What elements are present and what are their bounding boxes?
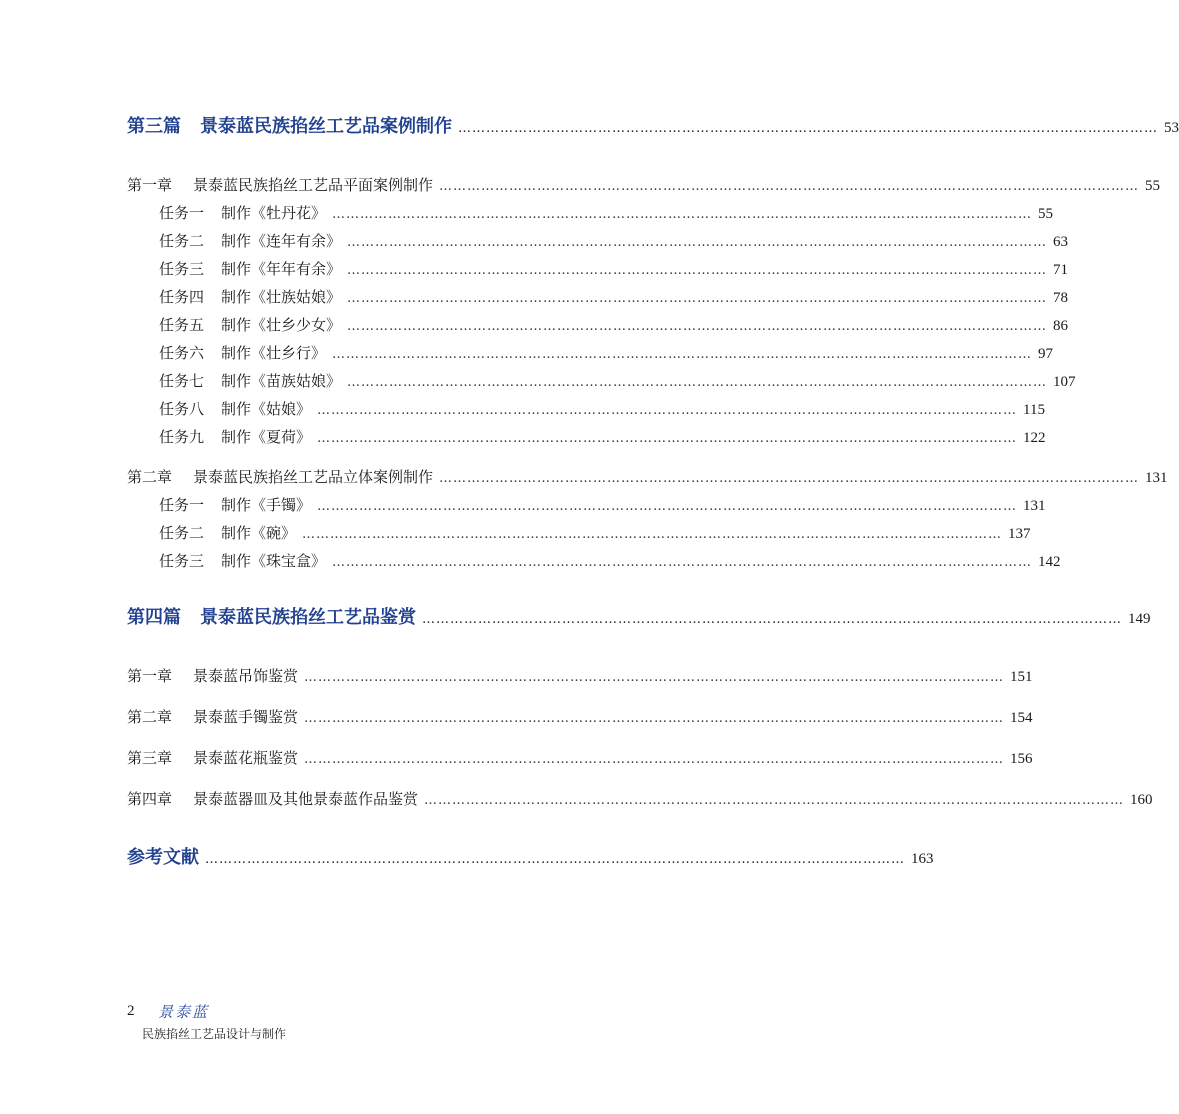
leader-dots: …………………………………………………………………………………………………………………………………… — [347, 235, 1048, 250]
entry-page: 151 — [1010, 669, 1033, 685]
toc-entry[interactable] — [159, 426, 1046, 450]
entry-label: 第二章 — [127, 708, 173, 726]
book-subtitle: 民族掐丝工艺品设计与制作 — [142, 1027, 287, 1041]
toc-entry[interactable] — [159, 230, 1069, 254]
toc-entry[interactable] — [127, 706, 1033, 730]
toc-entry[interactable] — [127, 665, 1033, 689]
toc-entry[interactable] — [127, 847, 934, 871]
leader-dots: …………………………………………………………………………………………………………………………………… — [317, 403, 1018, 418]
entry-page: 163 — [911, 851, 934, 867]
leader-dots: …………………………………………………………………………………………………………………………………… — [332, 207, 1033, 222]
leader-dots: …………………………………………………………………………………………………………………………………… — [347, 375, 1048, 390]
toc-entry[interactable] — [159, 342, 1054, 366]
entry-label: 任务三 — [159, 552, 205, 570]
leader-dots: …………………………………………………………………………………………………………………………………… — [424, 793, 1125, 808]
leader-dots: …………………………………………………………………………………………………………………………………… — [304, 711, 1005, 726]
entry-title: 制作《壮乡行》 — [221, 344, 327, 362]
entry-page: 86 — [1053, 318, 1069, 334]
toc-entry[interactable] — [127, 174, 1161, 198]
leader-dots: …………………………………………………………………………………………………………………………………… — [302, 527, 1003, 542]
entry-label: 任务六 — [159, 344, 205, 362]
toc-entry[interactable] — [159, 314, 1069, 338]
entry-label: 任务八 — [159, 400, 205, 418]
toc-entry[interactable] — [127, 466, 1168, 490]
entry-page: 142 — [1038, 554, 1061, 570]
entry-title: 景泰蓝民族掐丝工艺品立体案例制作 — [193, 468, 434, 486]
entry-title: 景泰蓝花瓶鉴赏 — [193, 749, 299, 767]
leader-dots: …………………………………………………………………………………………………………………………………… — [458, 121, 1158, 136]
toc-entry[interactable] — [159, 398, 1045, 422]
leader-dots: …………………………………………………………………………………………………………………………………… — [422, 612, 1122, 627]
entry-label: 任务一 — [159, 204, 205, 222]
entry-title: 景泰蓝民族掐丝工艺品平面案例制作 — [193, 176, 434, 194]
entry-title: 制作《夏荷》 — [221, 428, 312, 446]
entry-title: 制作《珠宝盒》 — [221, 552, 327, 570]
entry-label: 第四篇 — [127, 607, 181, 628]
entry-label: 任务四 — [159, 288, 205, 306]
leader-dots: …………………………………………………………………………………………………………………………………… — [439, 179, 1140, 194]
entry-title: 制作《牡丹花》 — [221, 204, 327, 222]
entry-page: 154 — [1010, 710, 1033, 726]
entry-page: 55 — [1145, 178, 1161, 194]
entry-page: 63 — [1053, 234, 1069, 250]
entry-title: 制作《年年有余》 — [221, 260, 342, 278]
leader-dots: …………………………………………………………………………………………………………………………………… — [332, 347, 1033, 362]
toc-entry[interactable] — [159, 550, 1061, 574]
leader-dots: …………………………………………………………………………………………………………………………………… — [439, 471, 1140, 486]
leader-dots: …………………………………………………………………………………………………………………………………… — [347, 263, 1048, 278]
entry-label: 第一章 — [127, 176, 173, 194]
entry-title: 制作《苗族姑娘》 — [221, 372, 342, 390]
entry-page: 78 — [1053, 290, 1069, 306]
entry-title: 制作《碗》 — [221, 524, 297, 542]
toc-entry[interactable] — [159, 494, 1046, 518]
entry-page: 107 — [1053, 374, 1076, 390]
entry-label: 第一章 — [127, 667, 173, 685]
toc-entry[interactable] — [127, 116, 1179, 140]
entry-label: 任务三 — [159, 260, 205, 278]
toc-entry[interactable] — [159, 286, 1069, 310]
entry-title: 制作《壮族姑娘》 — [221, 288, 342, 306]
entry-title: 景泰蓝器皿及其他景泰蓝作品鉴赏 — [193, 790, 419, 808]
leader-dots: …………………………………………………………………………………………………………………………………… — [317, 431, 1018, 446]
leader-dots: …………………………………………………………………………………………………………………………………… — [332, 555, 1033, 570]
entry-page: 97 — [1038, 346, 1054, 362]
entry-page: 160 — [1130, 792, 1153, 808]
leader-dots: …………………………………………………………………………………………………………………………………… — [304, 752, 1005, 767]
toc-entry[interactable] — [127, 788, 1153, 812]
leader-dots: …………………………………………………………………………………………………………………………………… — [205, 852, 905, 867]
entry-label: 第四章 — [127, 790, 173, 808]
brand-logo-text: 景泰蓝 — [158, 1003, 210, 1021]
entry-label: 任务二 — [159, 232, 205, 250]
toc-entry[interactable] — [127, 607, 1151, 631]
toc-entry[interactable] — [159, 202, 1054, 226]
entry-page: 71 — [1053, 262, 1069, 278]
leader-dots: …………………………………………………………………………………………………………………………………… — [317, 499, 1018, 514]
entry-page: 149 — [1128, 611, 1151, 627]
entry-page: 131 — [1023, 498, 1046, 514]
entry-title: 景泰蓝吊饰鉴赏 — [193, 667, 299, 685]
entry-label: 参考文献 — [127, 847, 199, 868]
entry-label: 任务五 — [159, 316, 205, 334]
toc-entry[interactable] — [159, 258, 1069, 282]
toc-entry[interactable] — [159, 370, 1076, 394]
entry-page: 55 — [1038, 206, 1054, 222]
entry-title: 制作《手镯》 — [221, 496, 312, 514]
entry-label: 第二章 — [127, 468, 173, 486]
leader-dots: …………………………………………………………………………………………………………………………………… — [304, 670, 1005, 685]
toc-entry[interactable] — [159, 522, 1031, 546]
entry-label: 任务二 — [159, 524, 205, 542]
entry-title: 制作《姑娘》 — [221, 400, 312, 418]
entry-title: 景泰蓝民族掐丝工艺品案例制作 — [200, 116, 452, 137]
entry-title: 景泰蓝民族掐丝工艺品鉴赏 — [200, 607, 416, 628]
entry-label: 任务七 — [159, 372, 205, 390]
entry-title: 制作《壮乡少女》 — [221, 316, 342, 334]
entry-label: 任务一 — [159, 496, 205, 514]
entry-page: 156 — [1010, 751, 1033, 767]
toc-entry[interactable] — [127, 747, 1033, 771]
entry-title: 制作《连年有余》 — [221, 232, 342, 250]
page-number: 2 — [127, 1003, 135, 1019]
entry-title: 景泰蓝手镯鉴赏 — [193, 708, 299, 726]
entry-page: 53 — [1164, 120, 1179, 136]
entry-label: 第三章 — [127, 749, 173, 767]
leader-dots: …………………………………………………………………………………………………………………………………… — [347, 319, 1048, 334]
entry-label: 任务九 — [159, 428, 205, 446]
entry-page: 131 — [1145, 470, 1168, 486]
leader-dots: …………………………………………………………………………………………………………………………………… — [347, 291, 1048, 306]
entry-label: 第三篇 — [127, 116, 181, 137]
entry-page: 115 — [1023, 402, 1045, 418]
entry-page: 137 — [1008, 526, 1031, 542]
entry-page: 122 — [1023, 430, 1046, 446]
